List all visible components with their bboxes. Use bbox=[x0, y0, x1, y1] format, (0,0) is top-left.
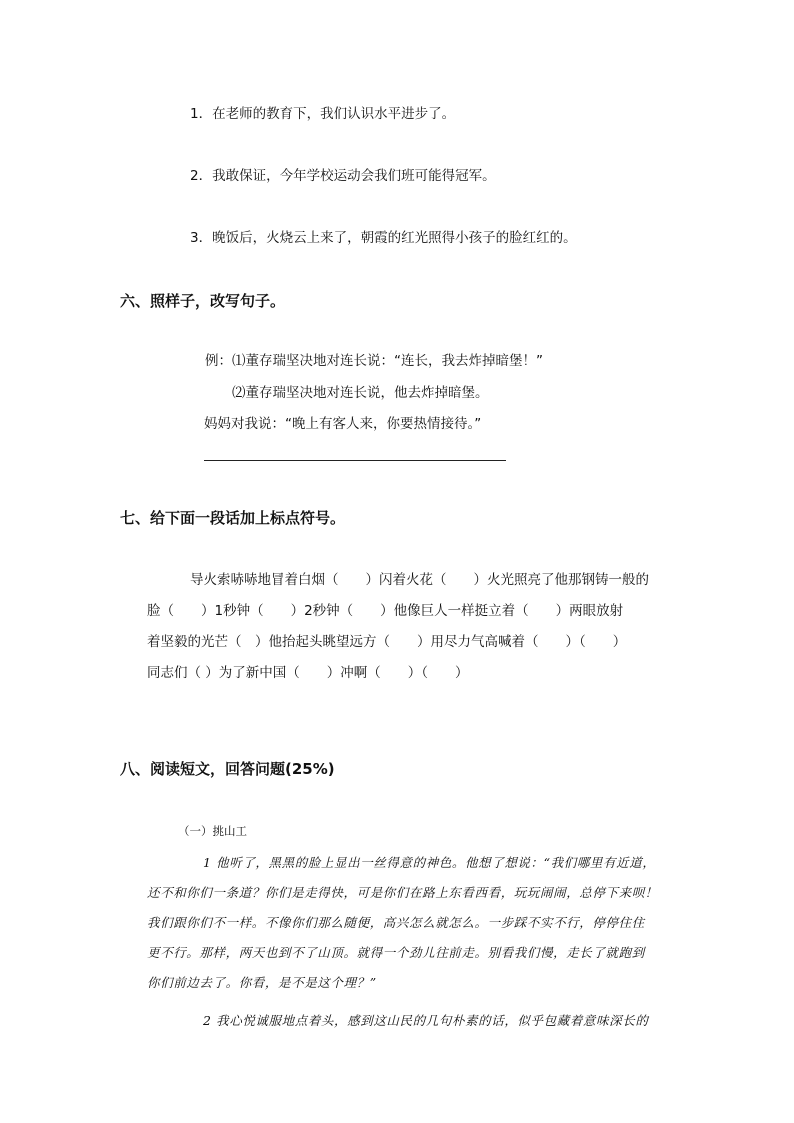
section-8-heading: 八、阅读短文，回答问题(25%) bbox=[120, 760, 335, 778]
sentence-item-2: 2．我敢保证，今年学校运动会我们班可能得冠军。 bbox=[190, 168, 496, 184]
punctuation-line-1: 导火索哧哧地冒着白烟（ ）闪着火花（ ）火光照亮了他那钢铸一般的 bbox=[190, 572, 649, 588]
reading-subtitle: （一）挑山工 bbox=[178, 824, 247, 838]
reading-line-2: 还不和你们一条道？你们是走得快，可是你们在路上东看西看，玩玩闹闹，总停下来呗！ bbox=[147, 885, 658, 900]
sentence-item-3: 3．晚饭后，火烧云上来了，朝霞的红光照得小孩子的脸红红的。 bbox=[190, 230, 577, 246]
reading-line-1: 1 他听了，黑黑的脸上显出一丝得意的神色。他想了想说：“我们哪里有近道， bbox=[203, 855, 656, 870]
sentence-item-1: 1．在老师的教育下，我们认识水平进步了。 bbox=[190, 106, 456, 122]
reading-line-3: 我们跟你们不一样。不像你们那么随便，高兴怎么就怎么。一步踩不实不行，停停住住 bbox=[147, 915, 645, 930]
answer-line[interactable] bbox=[204, 460, 506, 461]
reading-line-5: 你们前边去了。你看，是不是这个理？” bbox=[147, 975, 377, 990]
punctuation-line-4: 同志们（ ）为了新中国（ ）冲啊（ ）（ ） bbox=[147, 665, 469, 681]
example-sentence-1: 例：⑴董存瑞坚决地对连长说：“连长，我去炸掉暗堡！” bbox=[205, 353, 543, 369]
section-6-heading: 六、照样子，改写句子。 bbox=[120, 292, 286, 310]
punctuation-line-2: 脸（ ）1秒钟（ ）2秒钟（ ）他像巨人一样挺立着（ ）两眼放射 bbox=[147, 603, 624, 619]
section-7-heading: 七、给下面一段话加上标点符号。 bbox=[120, 509, 346, 527]
reading-line-4: 更不行。那样，两天也到不了山顶。就得一个劲儿往前走。别看我们慢，走长了就跑到 bbox=[147, 945, 645, 960]
rewrite-task-sentence: 妈妈对我说：“晚上有客人来，你要热情接待。” bbox=[204, 416, 482, 432]
reading-line-6: 2 我心悦诚服地点着头，感到这山民的几句朴素的话，似乎包藏着意味深长的 bbox=[203, 1013, 649, 1028]
punctuation-line-3: 着坚毅的光芒（ ）他抬起头眺望远方（ ）用尽力气高喊着（ ）（ ） bbox=[147, 634, 627, 650]
example-sentence-2: ⑵董存瑞坚决地对连长说，他去炸掉暗堡。 bbox=[232, 385, 489, 401]
